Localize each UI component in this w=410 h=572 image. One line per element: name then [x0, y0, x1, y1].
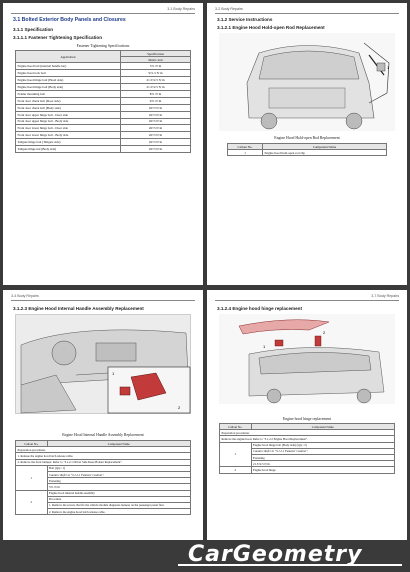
hood-hinge-illustration: [219, 314, 395, 404]
spec-value-cell: 26±3 N·m: [121, 146, 191, 153]
application-cell: Engine hood hinge bolt (Body side): [16, 84, 121, 91]
spec-value-cell: 26±3 N·m: [121, 104, 191, 111]
preparation-label: Preparation procedures: [16, 447, 191, 453]
application-cell: Front door check bolt (Body side): [16, 104, 121, 111]
watermark-logo: CarGeometry: [188, 542, 363, 567]
running-head: 3-4 Body Repairs: [11, 294, 39, 298]
hold-open-rod-illustration: [219, 33, 395, 131]
torque-value: 5±1 N·m: [47, 484, 191, 490]
fastening-label: Fastening: [47, 478, 191, 484]
component-name: Engine hood hinge bolt (Body side) (Qty.: 2): [251, 442, 395, 448]
spec-row: [16, 77, 191, 84]
procedure-step: 1. Remove the screws that fix the vehicle module diagnosis harness on the passenger panel first.: [47, 502, 191, 508]
preparation-step: 1. Release the engine hood latch release cable.: [16, 453, 191, 459]
manual-page-2: [207, 3, 407, 285]
manual-page-4: [207, 290, 407, 540]
subsection-heading: 3.1.2.1 Engine Hood Hold-open Rod Replacement: [217, 25, 325, 30]
spec-row: [16, 125, 191, 132]
component-table: [227, 143, 387, 156]
spec-row: [16, 111, 191, 118]
spec-row: [16, 70, 191, 77]
header-rule: [11, 300, 195, 301]
running-head: 3-2 Body Repairs: [215, 7, 243, 11]
subsection-heading: 3.1.2 Service Instructions: [217, 17, 273, 22]
component-name: Engine hood hinge: [251, 467, 395, 473]
application-cell: Engine hood bolt (internal handle bar): [16, 63, 121, 70]
torque-value: 21.5±2.5 N·m: [251, 461, 395, 467]
svg-text:2: 2: [323, 330, 326, 335]
svg-text:1: 1: [112, 371, 115, 376]
manual-page-1: [3, 3, 203, 285]
section-heading: 3.1 Bolted Exterior Body Panels and Closures: [13, 17, 126, 23]
application-cell: Fender mounting bolt: [16, 90, 121, 97]
spec-row: [16, 63, 191, 70]
header-rule: [215, 13, 399, 14]
component-table: [219, 423, 395, 474]
application-cell: Front door check bolt (Door side): [16, 97, 121, 104]
application-cell: Tailgate hinge nut (Body side): [16, 146, 121, 153]
component-name: Engine hood hold-open rod clip: [262, 150, 386, 156]
spec-value-cell: 5±1 N·m: [121, 63, 191, 70]
column-header: Application: [16, 51, 121, 63]
column-header: Callout No.: [16, 441, 48, 447]
spec-value-cell: 9±1 N·m: [121, 97, 191, 104]
callout-number: 1: [228, 150, 263, 156]
component-name: Bolt (Qty.: 1): [47, 465, 191, 471]
application-cell: Tailgate hinge bolt (Tailgate side): [16, 139, 121, 146]
application-cell: Engine hood hinge bolt (Hood side): [16, 77, 121, 84]
fastening-label: Fastening: [251, 454, 395, 460]
subsection-heading: 3.1.1 Specification: [13, 27, 54, 32]
spec-row: [16, 146, 191, 153]
header-rule: [11, 13, 195, 14]
callout-number: 1: [220, 442, 252, 467]
spec-row: [16, 139, 191, 146]
application-cell: Engine hood lock bolt: [16, 70, 121, 77]
front-vehicle-drawing: [219, 314, 395, 404]
subsection-heading: 3.1.2.4 Engine hood hinge replacement: [217, 306, 303, 311]
column-header: Component Name: [262, 144, 386, 150]
callout-number: 2: [16, 490, 48, 515]
spec-value-cell: 26±3 N·m: [121, 125, 191, 132]
dashboard-drawing: [16, 315, 192, 415]
manual-page-3: [3, 290, 203, 540]
column-header: Component Name: [251, 424, 395, 430]
preparation-step: 2. Remove the front bumper. Refer to "3.1.2.1 Driver Side Knee Bolster Replacement".: [16, 459, 191, 465]
component-name: Engine hood internal handle assembly: [47, 490, 191, 496]
svg-text:1: 1: [387, 65, 390, 70]
running-head: 3-1 Body Repairs: [167, 7, 195, 11]
spec-value-cell: 26±3 N·m: [121, 139, 191, 146]
spec-value-cell: 26±3 N·m: [121, 118, 191, 125]
application-cell: Front door upper hinge bolt - Body side: [16, 118, 121, 125]
spec-value-cell: 9±1.5 N·m: [121, 70, 191, 77]
spec-row: [16, 97, 191, 104]
spec-row: [16, 104, 191, 111]
procedure-step: 2. Remove the engine hood latch release cable.: [47, 509, 191, 515]
column-header: Callout No.: [220, 424, 252, 430]
rear-vehicle-drawing: [219, 33, 395, 131]
header-rule: [215, 300, 399, 301]
procedure-label: Procedure: [47, 496, 191, 502]
table-title: Fastener Tightening Specifications: [76, 44, 130, 48]
running-head: 3-7 Body Repairs: [371, 294, 399, 298]
caution-note: Caution: Refer to "3.1.2.1 Fastener Caution".: [47, 471, 191, 477]
spec-value-cell: 21.5±2.5 N·m: [121, 77, 191, 84]
figure-caption: Engine hood hinge replacement: [282, 417, 332, 421]
component-table: [15, 440, 191, 515]
spec-value-cell: 21.5±2.5 N·m: [121, 84, 191, 91]
subsection-heading: 3.1.2.3 Engine Hood Internal Handle Assembly Replacement: [13, 306, 144, 311]
spec-row: [16, 132, 191, 139]
column-header: Metric unit: [121, 57, 191, 63]
subsection-heading: 3.1.1.1 Fastener Tightening Specification: [13, 35, 103, 40]
spec-row: [16, 118, 191, 125]
svg-text:1: 1: [263, 344, 266, 349]
callout-number: 2: [220, 467, 252, 473]
spec-row: [16, 90, 191, 97]
preparation-step: Remove the engine hood. Refer to "3.1.2.2 Engine Hood Replacement".: [220, 436, 395, 442]
caution-note: Caution: Refer to "3.1.2.1 Fastener Caution".: [251, 448, 395, 454]
internal-handle-illustration: [15, 314, 191, 414]
preparation-label: Preparation procedures: [220, 430, 395, 436]
fastener-spec-table: [15, 50, 191, 153]
callout-number: 1: [16, 465, 48, 490]
application-cell: Front door upper hinge bolt - Door side: [16, 111, 121, 118]
spec-value-cell: 26±3 N·m: [121, 132, 191, 139]
application-cell: Front door lower hinge bolt - Body side: [16, 132, 121, 139]
application-cell: Front door lower hinge bolt - Door side: [16, 125, 121, 132]
figure-caption: Engine Hood Hold-open Rod Replacement: [274, 136, 340, 140]
spec-value-cell: 26±3 N·m: [121, 111, 191, 118]
column-header: Specification: [121, 51, 191, 57]
svg-text:2: 2: [178, 405, 181, 410]
figure-caption: Engine Hood Internal Handle Assembly Replacement: [62, 433, 144, 437]
column-header: Component Name: [47, 441, 191, 447]
spec-value-cell: 8±1 N·m: [121, 90, 191, 97]
spec-row: [16, 84, 191, 91]
column-header: Callout No.: [228, 144, 263, 150]
